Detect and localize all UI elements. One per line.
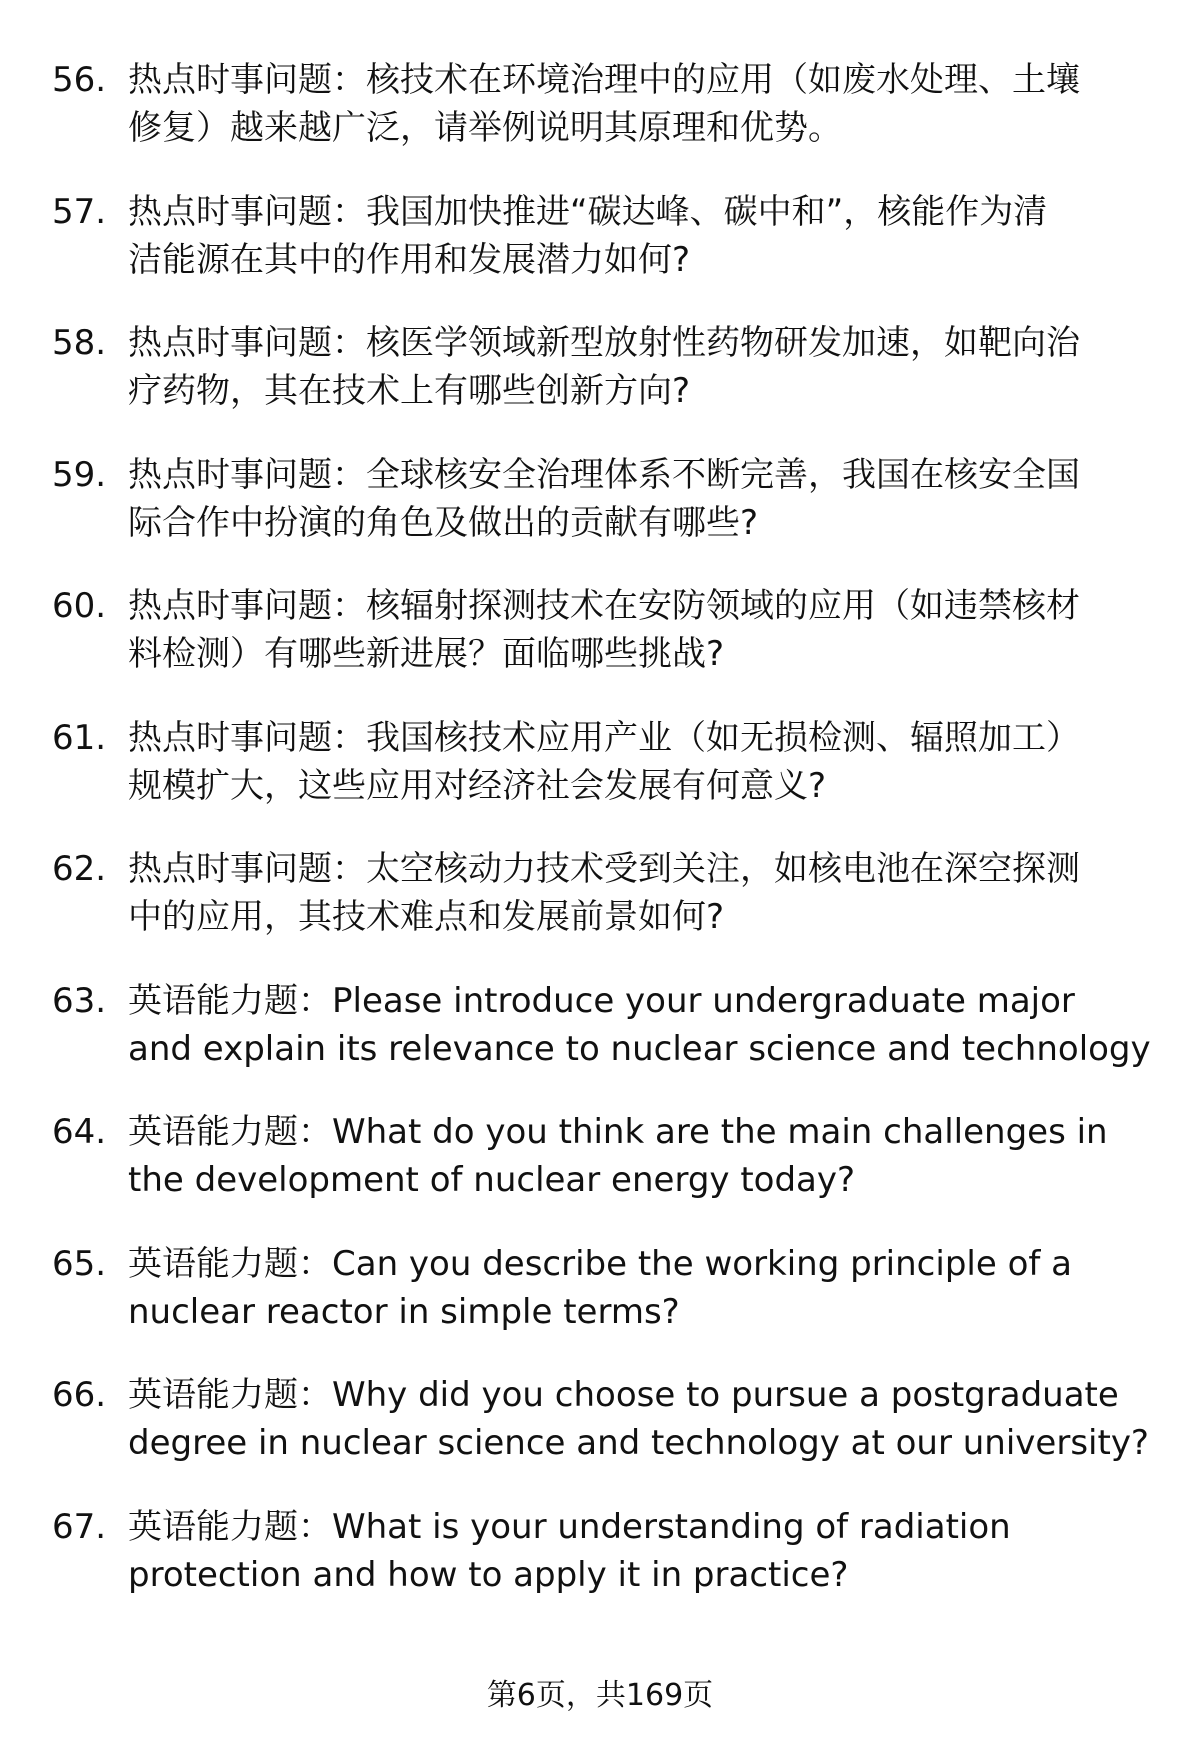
question-text-line: 英语能力题：Can you describe the working principle of a bbox=[128, 1243, 1072, 1284]
page-footer: 第6页，共169页 bbox=[486, 1678, 714, 1713]
question-text-line: 中的应用，其技术难点和发展前景如何? bbox=[128, 897, 725, 937]
question-item bbox=[52, 977, 1162, 1109]
question-item bbox=[52, 1503, 1162, 1635]
question-text-line: 热点时事问题：核辐射探测技术在安防领域的应用（如违禁核材 bbox=[128, 586, 1080, 626]
question-number: 65. bbox=[52, 1243, 107, 1284]
question-item bbox=[52, 56, 1162, 188]
question-text-line: nuclear reactor in simple terms? bbox=[128, 1291, 680, 1332]
question-text-line: the development of nuclear energy today? bbox=[128, 1160, 856, 1200]
question-text-line: 热点时事问题：核技术在环境治理中的应用（如废水处理、土壤 bbox=[128, 60, 1080, 100]
question-text-line: 热点时事问题：太空核动力技术受到关注，如核电池在深空探测 bbox=[128, 849, 1080, 889]
question-text-line: 规模扩大，这些应用对经济社会发展有何意义? bbox=[128, 765, 827, 806]
question-item bbox=[52, 582, 1162, 714]
question-text-line: 热点时事问题：核医学领域新型放射性药物研发加速，如靶向治 bbox=[128, 323, 1080, 363]
question-text-line: 热点时事问题：全球核安全治理体系不断完善，我国在核安全国 bbox=[128, 454, 1080, 495]
question-item bbox=[52, 714, 1162, 846]
question-number: 67. bbox=[52, 1506, 107, 1547]
question-text-line: 料检测）有哪些新进展？面临哪些挑战? bbox=[128, 634, 725, 674]
question-number: 60. bbox=[52, 586, 107, 626]
question-text-line: 热点时事问题：我国核技术应用产业（如无损检测、辐照加工） bbox=[128, 717, 1080, 758]
question-number: 58. bbox=[52, 323, 107, 363]
question-text-line: 疗药物，其在技术上有哪些创新方向? bbox=[128, 371, 691, 411]
question-text-line: 英语能力题：What is your understanding of radiation bbox=[128, 1506, 1011, 1547]
question-text-line: and explain its relevance to nuclear science and technology bbox=[128, 1028, 1151, 1069]
question-text-line: 洁能源在其中的作用和发展潜力如何? bbox=[128, 239, 691, 280]
question-text-line: 热点时事问题：我国加快推进“碳达峰、碳中和”，核能作为清 bbox=[128, 191, 1048, 232]
question-item bbox=[52, 1240, 1162, 1372]
question-item bbox=[52, 845, 1162, 977]
question-number: 56. bbox=[52, 60, 107, 100]
question-number: 63. bbox=[52, 980, 107, 1021]
question-item bbox=[52, 451, 1162, 583]
question-text-line: 英语能力题：Why did you choose to pursue a postgraduate bbox=[128, 1375, 1119, 1415]
question-number: 66. bbox=[52, 1375, 107, 1415]
question-item bbox=[52, 1108, 1162, 1240]
question-text-line: 际合作中扮演的角色及做出的贡献有哪些? bbox=[128, 502, 759, 543]
question-number: 62. bbox=[52, 849, 107, 889]
question-number: 59. bbox=[52, 454, 107, 495]
question-list bbox=[52, 56, 1162, 1634]
question-text-line: protection and how to apply it in practice? bbox=[128, 1554, 849, 1595]
question-item bbox=[52, 1371, 1162, 1503]
question-number: 64. bbox=[52, 1112, 107, 1152]
question-text-line: 修复）越来越广泛，请举例说明其原理和优势。 bbox=[128, 108, 842, 148]
question-text-line: 英语能力题：Please introduce your undergraduate major bbox=[128, 980, 1075, 1021]
question-text-line: degree in nuclear science and technology at our university? bbox=[128, 1423, 1149, 1463]
question-number: 61. bbox=[52, 717, 107, 758]
question-text-line: 英语能力题：What do you think are the main challenges in bbox=[128, 1112, 1108, 1152]
question-item bbox=[52, 188, 1162, 320]
question-number: 57. bbox=[52, 191, 107, 232]
question-item bbox=[52, 319, 1162, 451]
